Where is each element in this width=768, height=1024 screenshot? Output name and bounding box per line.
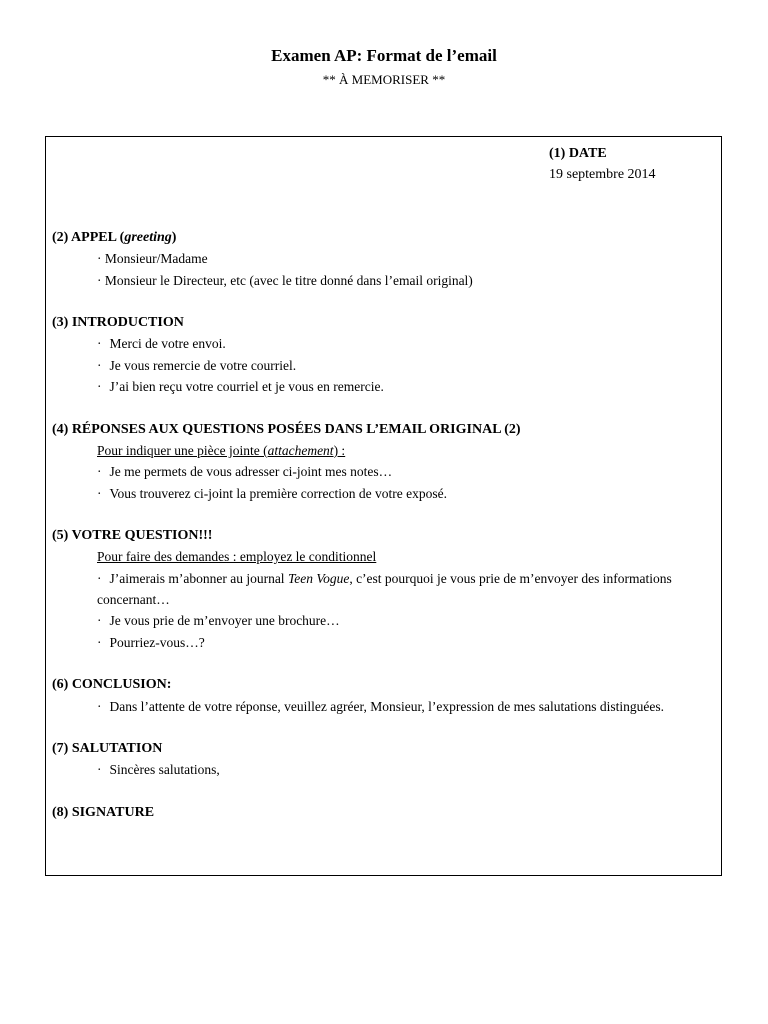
signature-section	[52, 802, 712, 823]
introduction-section	[52, 312, 712, 397]
appel-item: · Monsieur le Directeur, etc (avec le titre donné dans l’email original)	[97, 272, 473, 288]
bullet: ·	[97, 464, 102, 480]
appel-heading	[52, 227, 712, 248]
date-section	[549, 143, 656, 185]
question-subheading: Pour faire des demandes : employez le conditionnel	[97, 549, 377, 565]
bullet: ·	[97, 570, 102, 586]
appel-heading-post: )	[171, 230, 177, 245]
bullet: ·	[97, 379, 102, 395]
reponses-subheading	[52, 440, 712, 461]
bullet: ·	[97, 698, 102, 714]
reponses-section	[52, 419, 712, 504]
conclusion-item-text: Dans l’attente de votre réponse, veuillez agréer, Monsieur, l’expression de mes salutations distinguées.	[109, 698, 665, 714]
appel-section	[52, 227, 712, 291]
question-item-pre: J’aimerais m’abonner au journal	[109, 570, 288, 586]
bullet: ·	[97, 336, 102, 352]
introduction-item-text: J’ai bien reçu votre courriel et je vous en remercie.	[109, 379, 384, 395]
question-heading: (5) VOTRE QUESTION!!!	[52, 528, 213, 544]
salutation-section	[52, 738, 712, 781]
appel-heading-em: greeting	[124, 230, 172, 245]
question-item-post: , c’est pourquoi je vous prie de m’envoyer des informations concernant…	[97, 570, 672, 608]
salutation-heading: (7) SALUTATION	[52, 741, 163, 757]
reponses-sub-post: ) :	[333, 442, 346, 458]
question-item-em: Teen Vogue	[287, 570, 350, 586]
question-item	[52, 610, 712, 631]
introduction-item	[52, 333, 712, 354]
question-item	[52, 632, 712, 653]
bullet: ·	[97, 485, 102, 501]
introduction-item-text: Je vous remercie de votre courriel.	[109, 357, 297, 373]
reponses-sub-em: attachement	[267, 442, 334, 458]
sections	[52, 227, 712, 823]
signature-heading: (8) SIGNATURE	[52, 805, 155, 821]
appel-heading-pre: (2) APPEL (	[52, 230, 125, 245]
reponses-item-text: Je me permets de vous adresser ci-joint mes notes…	[109, 464, 393, 480]
email-format-box	[45, 136, 722, 876]
reponses-item-text: Vous trouverez ci-joint la première correction de votre exposé.	[109, 485, 447, 501]
salutation-item	[52, 759, 712, 780]
bullet: ·	[97, 634, 102, 650]
bullet: ·	[97, 357, 102, 373]
question-item-text: Je vous prie de m’envoyer une brochure…	[109, 613, 340, 629]
page-subtitle: ** À MEMORISER **	[322, 72, 446, 87]
conclusion-section	[52, 674, 712, 717]
question-item	[52, 568, 712, 611]
reponses-item	[52, 483, 712, 504]
bullet: ·	[97, 762, 102, 778]
introduction-item	[52, 376, 712, 397]
date-value: 19 septembre 2014	[549, 167, 656, 182]
introduction-heading: (3) INTRODUCTION	[52, 315, 184, 331]
reponses-sub-pre: Pour indiquer une pièce jointe (	[97, 442, 268, 458]
salutation-item-text: Sincères salutations,	[109, 762, 220, 778]
conclusion-heading: (6) CONCLUSION:	[52, 677, 172, 693]
date-heading: (1) DATE	[549, 146, 607, 161]
introduction-item	[52, 355, 712, 376]
reponses-heading: (4) RÉPONSES AUX QUESTIONS POSÉES DANS L’EMAIL ORIGINAL (2)	[52, 421, 521, 437]
appel-item: · Monsieur/Madame	[97, 251, 208, 267]
introduction-item-text: Merci de votre envoi.	[109, 336, 226, 352]
conclusion-item	[52, 696, 712, 717]
question-item-text: Pourriez-vous…?	[109, 634, 205, 650]
page-title: Examen AP: Format de l’email	[271, 46, 497, 65]
question-section	[52, 525, 712, 653]
reponses-item	[52, 461, 712, 482]
bullet: ·	[97, 613, 102, 629]
